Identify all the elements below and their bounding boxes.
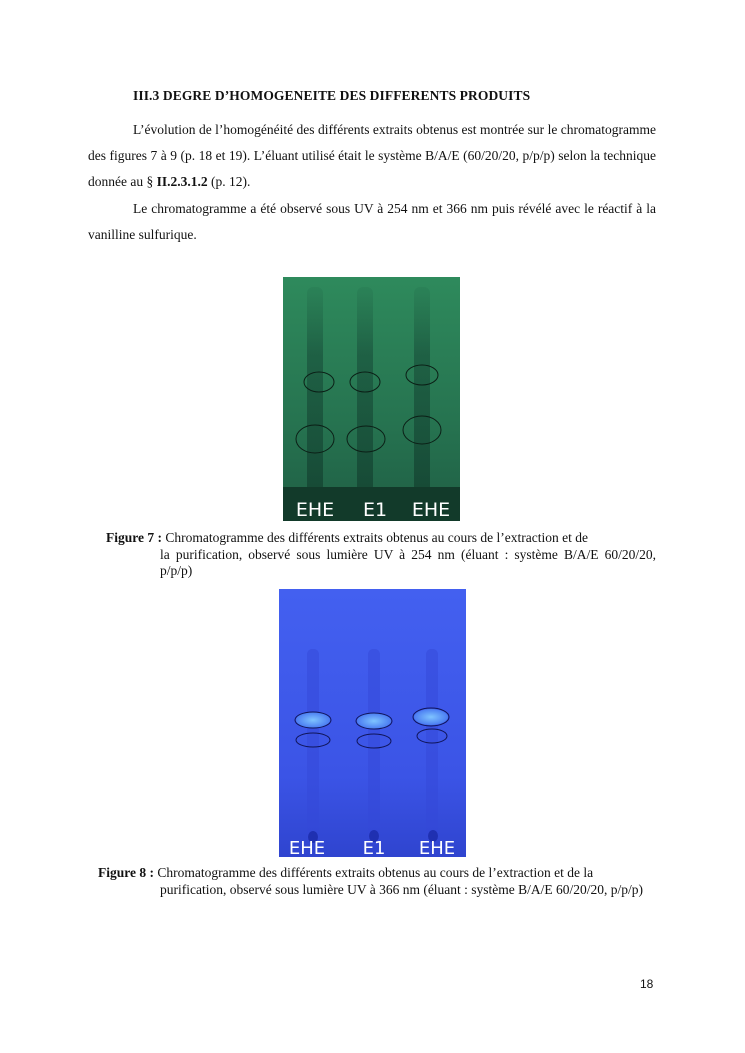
figure-8-caption-rest: purification, observé sous lumière UV à 366 nm (éluant : système B/A/E 60/20/20, p/p/p): [160, 881, 644, 897]
section-reference: II.2.3.1.2: [156, 174, 208, 189]
section-heading: III.3 DEGRE D’HOMOGENEITE DES DIFFERENTS PRODUITS: [133, 88, 531, 103]
tlc-plate-366-image: [279, 589, 466, 857]
figure-8-label: Figure 8 :: [98, 865, 158, 880]
lane-label-1: EHE: [295, 499, 335, 521]
tlc-plate-254-image: [283, 277, 460, 521]
figure-7-caption-line1: Chromatogramme des différents extraits obtenus au cours de l’extraction et de: [165, 530, 588, 545]
figure-7-caption: [106, 530, 656, 580]
lane-label-3: EHE: [418, 838, 456, 857]
figure-8-plate: [279, 589, 466, 857]
figure-8-caption: [98, 865, 656, 898]
figure-8-caption-line1: Chromatogramme des différents extraits obtenus au cours de l’extraction et de la: [157, 865, 594, 880]
intro-text: L’évolution de l’homogénéité des différents extraits obtenus est montrée sur le chromatogramme des figures 7 à 9 (p. 18 et 19). L’éluant utilisé était le système B/A/E (60/20/20, p/p/p) selon la technique donnée au §: [88, 122, 656, 189]
lane-label-2: E1: [362, 499, 388, 521]
intro-text-end: (p. 12).: [207, 174, 251, 189]
lane-label-2: E1: [362, 838, 386, 857]
figure-7-caption-rest: la purification, observé sous lumière UV à 254 nm (éluant : système B/A/E 60/20/20, p/p/p): [160, 546, 656, 578]
lane-label-1: EHE: [288, 838, 326, 857]
figure-7-plate: [283, 277, 460, 521]
observation-paragraph: Le chromatogramme a été observé sous UV à 254 nm et 366 nm puis révélé avec le réactif à la vanilline sulfurique.: [88, 201, 656, 242]
page-number: 18: [640, 977, 654, 991]
intro-paragraph: [88, 117, 656, 195]
lane-label-3: EHE: [411, 499, 451, 521]
figure-7-label: Figure 7 :: [106, 530, 166, 545]
